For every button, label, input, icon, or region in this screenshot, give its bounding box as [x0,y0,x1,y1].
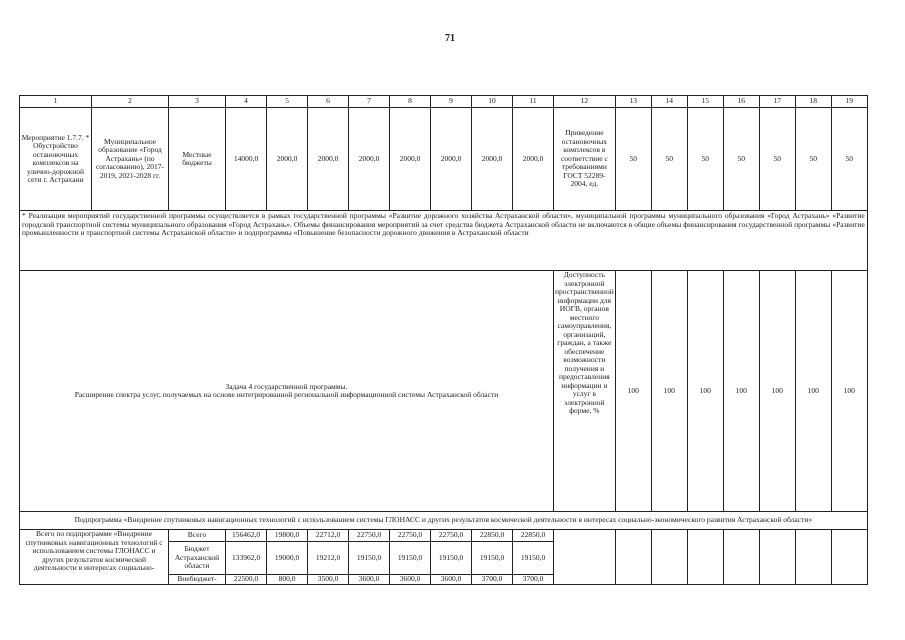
measure-target: 50 [615,108,651,211]
budget-target-empty [687,530,723,585]
program-table [19,95,868,585]
measure-year-value: 2000,0 [431,108,472,211]
budget-source: Внебюджет- [169,575,226,585]
budget-year-value: 22750,0 [390,530,431,542]
budget-year-value: 19150,0 [390,542,431,575]
budget-year-value: 19212,0 [308,542,349,575]
header-cell: 7 [349,96,390,108]
measure-target: 50 [759,108,795,211]
budget-year-value: 22850,0 [472,530,513,542]
measure-year-value: 2000,0 [472,108,513,211]
budget-total: 133962,0 [226,542,267,575]
budget-total: 156462,0 [226,530,267,542]
header-cell: 19 [831,96,867,108]
measure-executor: Муниципальное образование «Город Астрахань» (по согласованию), 2017-2019, 2021-2028 гг. [92,108,169,211]
header-cell: 18 [795,96,831,108]
footnote-row [20,211,868,271]
header-cell: 2 [92,96,169,108]
task-row [20,271,868,512]
measure-year-value: 2000,0 [349,108,390,211]
measure-total: 14000,0 [226,108,267,211]
budget-year-value: 800,0 [267,575,308,585]
budget-year-value: 3600,0 [390,575,431,585]
task-target: 100 [831,271,867,512]
header-cell: 16 [723,96,759,108]
budget-total: 22500,0 [226,575,267,585]
header-cell: 12 [554,96,616,108]
task-target: 100 [615,271,651,512]
header-row [20,96,868,108]
measure-year-value: 2000,0 [308,108,349,211]
measure-target: 50 [723,108,759,211]
page-number: 71 [445,33,455,44]
task-target: 100 [651,271,687,512]
budget-indicator-empty [554,530,616,585]
header-cell: 1 [20,96,92,108]
header-cell: 8 [390,96,431,108]
budget-row-total [20,530,868,542]
budget-year-value: 3700,0 [513,575,554,585]
measure-target: 50 [795,108,831,211]
header-cell: 3 [169,96,226,108]
header-cell: 13 [615,96,651,108]
footnote-text: * Реализация мероприятий государственной программы осуществляется в рамках государственной программы «Развитие дорожного хозяйства Астраханской области», муниципальной программы муниципального образования «Город Астрахань» «Развитие городской транспортной системы муниципального образования «Город Астрахань». Объемы финансирования мероприятий за счет средства бюджета Астраханской области не включаются в общие объемы финансирования государственной программы «Развитие промышленности и транспортной системы Астраханской области» и подпрограммы «Повышение безопасности дорожного движения в Астраханской области [20,211,868,271]
budget-year-value: 22750,0 [431,530,472,542]
measure-indicator: Приведение остановочных комплексов в соответствие с требованиями ГОСТ 52289-2004, ед. [554,108,616,211]
measure-source: Местные бюджеты [169,108,226,211]
budget-label: Всего по подпрограмме «Внедрение спутниковых навигационных технологий с использованием системы ГЛОНАСС и других результатов космической деятельности в интересах социально- [20,530,169,585]
measure-name: Мероприятие 1.7.7. * Обустройство остановочных комплексов на улично-дорожной сети г. Астрахани [20,108,92,211]
budget-year-value: 3500,0 [308,575,349,585]
subprogram-row [20,512,868,530]
header-cell: 11 [513,96,554,108]
measure-target: 50 [831,108,867,211]
measure-year-value: 2000,0 [267,108,308,211]
budget-year-value: 3600,0 [349,575,390,585]
header-cell: 17 [759,96,795,108]
budget-source: Бюджет Астраханской области [169,542,226,575]
task-description [20,271,554,512]
task-title: Задача 4 государственной программы. [225,381,348,391]
measure-year-value: 2000,0 [390,108,431,211]
subprogram-title: Подпрограмма «Внедрение спутниковых навигационных технологий с использованием системы ГЛОНАСС и других результатов космической деятельности в интересах социально-экономического развития Астраханской области» [20,512,868,530]
header-cell: 6 [308,96,349,108]
budget-year-value: 3600,0 [431,575,472,585]
budget-target-empty [795,530,831,585]
task-indicator: Доступность электронной пространственной информации для ИОГВ, органов местного самоуправления, организаций, граждан, а также обеспечение возможности получения и предоставления информации и услуг в электронной форме, % [554,271,616,512]
budget-year-value: 22750,0 [349,530,390,542]
budget-target-empty [831,530,867,585]
budget-year-value: 19150,0 [349,542,390,575]
task-target: 100 [759,271,795,512]
task-text: Расширение спектра услуг, получаемых на основе интегрированной региональной информационной системы Астраханской области [74,390,499,399]
header-cell: 9 [431,96,472,108]
task-target: 100 [795,271,831,512]
header-cell: 15 [687,96,723,108]
budget-target-empty [615,530,651,585]
header-cell: 5 [267,96,308,108]
measure-target: 50 [651,108,687,211]
measure-target: 50 [687,108,723,211]
header-cell: 4 [226,96,267,108]
task-target: 100 [687,271,723,512]
budget-target-empty [723,530,759,585]
header-cell: 14 [651,96,687,108]
budget-year-value: 22712,0 [308,530,349,542]
budget-year-value: 19150,0 [431,542,472,575]
budget-year-value: 19000,0 [267,542,308,575]
header-cell: 10 [472,96,513,108]
budget-target-empty [759,530,795,585]
measure-year-value: 2000,0 [513,108,554,211]
measure-row [20,108,868,211]
budget-year-value: 19150,0 [513,542,554,575]
budget-year-value: 22850,0 [513,530,554,542]
task-target: 100 [723,271,759,512]
budget-year-value: 3700,0 [472,575,513,585]
budget-target-empty [651,530,687,585]
budget-source: Всего [169,530,226,542]
budget-year-value: 19150,0 [472,542,513,575]
budget-year-value: 19800,0 [267,530,308,542]
